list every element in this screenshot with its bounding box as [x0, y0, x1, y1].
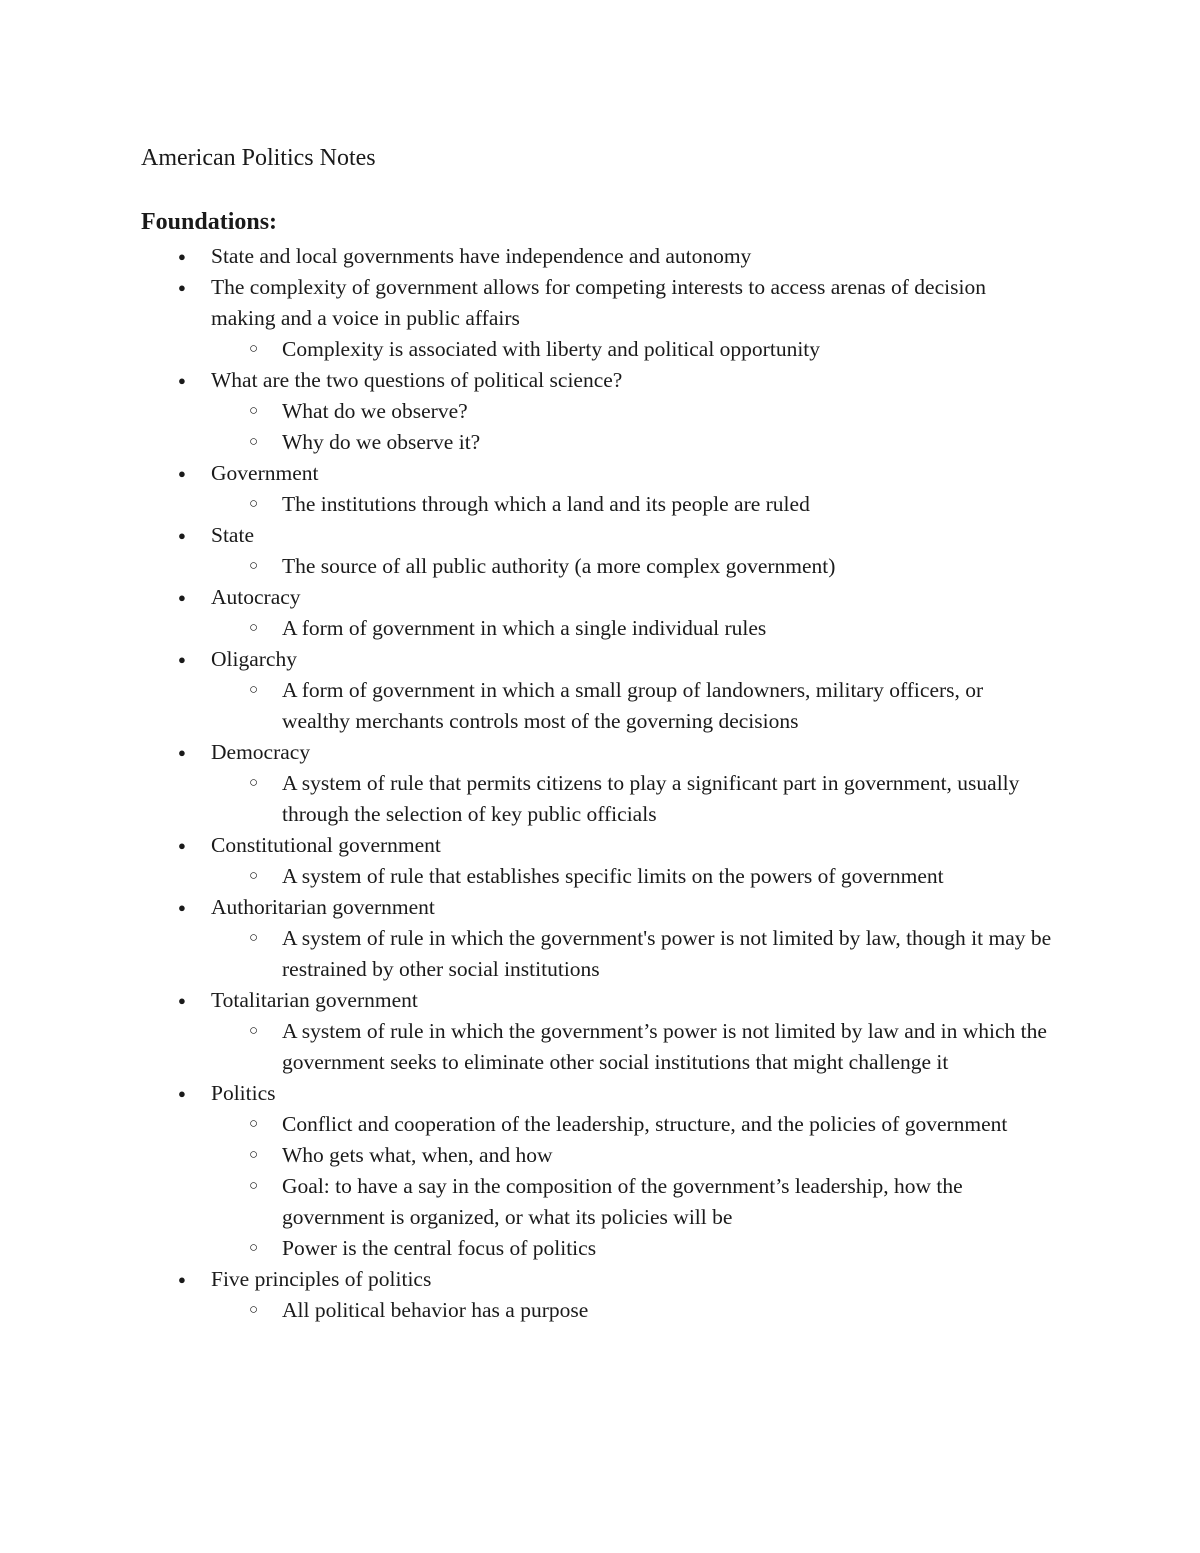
list-item: [0, 830, 1051, 861]
sub-list-item: [0, 768, 1052, 830]
filled-bullet-icon: ●: [178, 466, 186, 481]
sub-list-item: [0, 1109, 1052, 1140]
sub-list-item: [0, 396, 1052, 427]
section-heading: Foundations:: [141, 209, 278, 235]
list-item: [0, 458, 1051, 489]
list-item: [0, 272, 1051, 334]
list-item-text: Authoritarian government: [211, 895, 435, 919]
hollow-bullet-icon: ○: [249, 775, 259, 791]
list-item-text: A system of rule that establishes specific limits on the powers of government: [282, 864, 944, 888]
sub-list-item: [0, 334, 1052, 365]
list-item-text: Who gets what, when, and how: [282, 1143, 553, 1167]
filled-bullet-icon: ●: [178, 745, 186, 760]
list-item-text: Goal: to have a say in the composition of the government’s leadership, how the government is organized, or what its policies will be: [282, 1174, 963, 1229]
filled-bullet-icon: ●: [178, 1086, 186, 1101]
list-item-text: Government: [211, 461, 319, 485]
hollow-bullet-icon: ○: [249, 1147, 259, 1163]
list-item-text: Oligarchy: [211, 647, 297, 671]
hollow-bullet-icon: ○: [249, 403, 259, 419]
sub-list-item: [0, 489, 1052, 520]
list-item-text: All political behavior has a purpose: [282, 1298, 589, 1322]
list-item: [0, 582, 1051, 613]
list-item: [0, 365, 1051, 396]
hollow-bullet-icon: ○: [249, 868, 259, 884]
list-item-text: State: [211, 523, 254, 547]
hollow-bullet-icon: ○: [249, 1178, 259, 1194]
hollow-bullet-icon: ○: [249, 558, 259, 574]
hollow-bullet-icon: ○: [249, 434, 259, 450]
list-item-text: The complexity of government allows for competing interests to access arenas of decision making and a voice in public affairs: [211, 275, 986, 330]
sub-list-item: [0, 1171, 1052, 1233]
sub-list-item: [0, 675, 1052, 737]
filled-bullet-icon: ●: [178, 900, 186, 915]
list-item: [0, 985, 1051, 1016]
document-title: American Politics Notes: [141, 145, 376, 171]
hollow-bullet-icon: ○: [249, 1116, 259, 1132]
filled-bullet-icon: ●: [178, 528, 186, 543]
list-item: [0, 1264, 1051, 1295]
filled-bullet-icon: ●: [178, 652, 186, 667]
sub-list-item: [0, 1016, 1052, 1078]
list-item-text: A form of government in which a small group of landowners, military officers, or wealthy merchants controls most of the governing decisions: [282, 678, 984, 733]
hollow-bullet-icon: ○: [249, 1240, 259, 1256]
list-item-text: What are the two questions of political science?: [211, 368, 623, 392]
hollow-bullet-icon: ○: [249, 1302, 259, 1318]
list-item-text: A system of rule in which the government's power is not limited by law, though it may be restrained by other social institutions: [282, 926, 1052, 981]
hollow-bullet-icon: ○: [249, 682, 259, 698]
filled-bullet-icon: ●: [178, 993, 186, 1008]
sub-list-item: [0, 1140, 1052, 1171]
notes-list: [0, 241, 1200, 1326]
sub-list-item: [0, 861, 1052, 892]
list-item-text: A system of rule that permits citizens to play a significant part in government, usually through the selection of key public officials: [282, 771, 1020, 826]
filled-bullet-icon: ●: [178, 280, 186, 295]
hollow-bullet-icon: ○: [249, 620, 259, 636]
list-item-text: Conflict and cooperation of the leadership, structure, and the policies of government: [282, 1112, 1008, 1136]
sub-list-item: [0, 613, 1052, 644]
list-item-text: Democracy: [211, 740, 311, 764]
hollow-bullet-icon: ○: [249, 496, 259, 512]
list-item-text: Why do we observe it?: [282, 430, 481, 454]
list-item-text: Autocracy: [211, 585, 301, 609]
filled-bullet-icon: ●: [178, 838, 186, 853]
list-item-text: Five principles of politics: [211, 1267, 432, 1291]
list-item-text: Complexity is associated with liberty and political opportunity: [282, 337, 821, 361]
sub-list-item: [0, 551, 1052, 582]
list-item-text: The source of all public authority (a more complex government): [282, 554, 836, 578]
list-item-text: Constitutional government: [211, 833, 441, 857]
filled-bullet-icon: ●: [178, 590, 186, 605]
list-item-text: A system of rule in which the government’s power is not limited by law and in which the government seeks to eliminate other social institutions that might challenge it: [282, 1019, 1047, 1074]
list-item-text: State and local governments have independence and autonomy: [211, 244, 752, 268]
list-item-text: Politics: [211, 1081, 276, 1105]
list-item-text: Totalitarian government: [211, 988, 418, 1012]
list-item: [0, 241, 1051, 272]
hollow-bullet-icon: ○: [249, 341, 259, 357]
list-item: [0, 644, 1051, 675]
sub-list-item: [0, 427, 1052, 458]
sub-list-item: [0, 1233, 1052, 1264]
list-item-text: A form of government in which a single individual rules: [282, 616, 767, 640]
list-item: [0, 520, 1051, 551]
list-item: [0, 737, 1051, 768]
list-item-text: Power is the central focus of politics: [282, 1236, 597, 1260]
list-item-text: The institutions through which a land and its people are ruled: [282, 492, 810, 516]
list-item: [0, 892, 1051, 923]
filled-bullet-icon: ●: [178, 249, 186, 264]
hollow-bullet-icon: ○: [249, 930, 259, 946]
sub-list-item: [0, 923, 1052, 985]
filled-bullet-icon: ●: [178, 373, 186, 388]
hollow-bullet-icon: ○: [249, 1023, 259, 1039]
list-item: [0, 1078, 1051, 1109]
filled-bullet-icon: ●: [178, 1272, 186, 1287]
list-item-text: What do we observe?: [282, 399, 468, 423]
sub-list-item: [0, 1295, 1052, 1326]
